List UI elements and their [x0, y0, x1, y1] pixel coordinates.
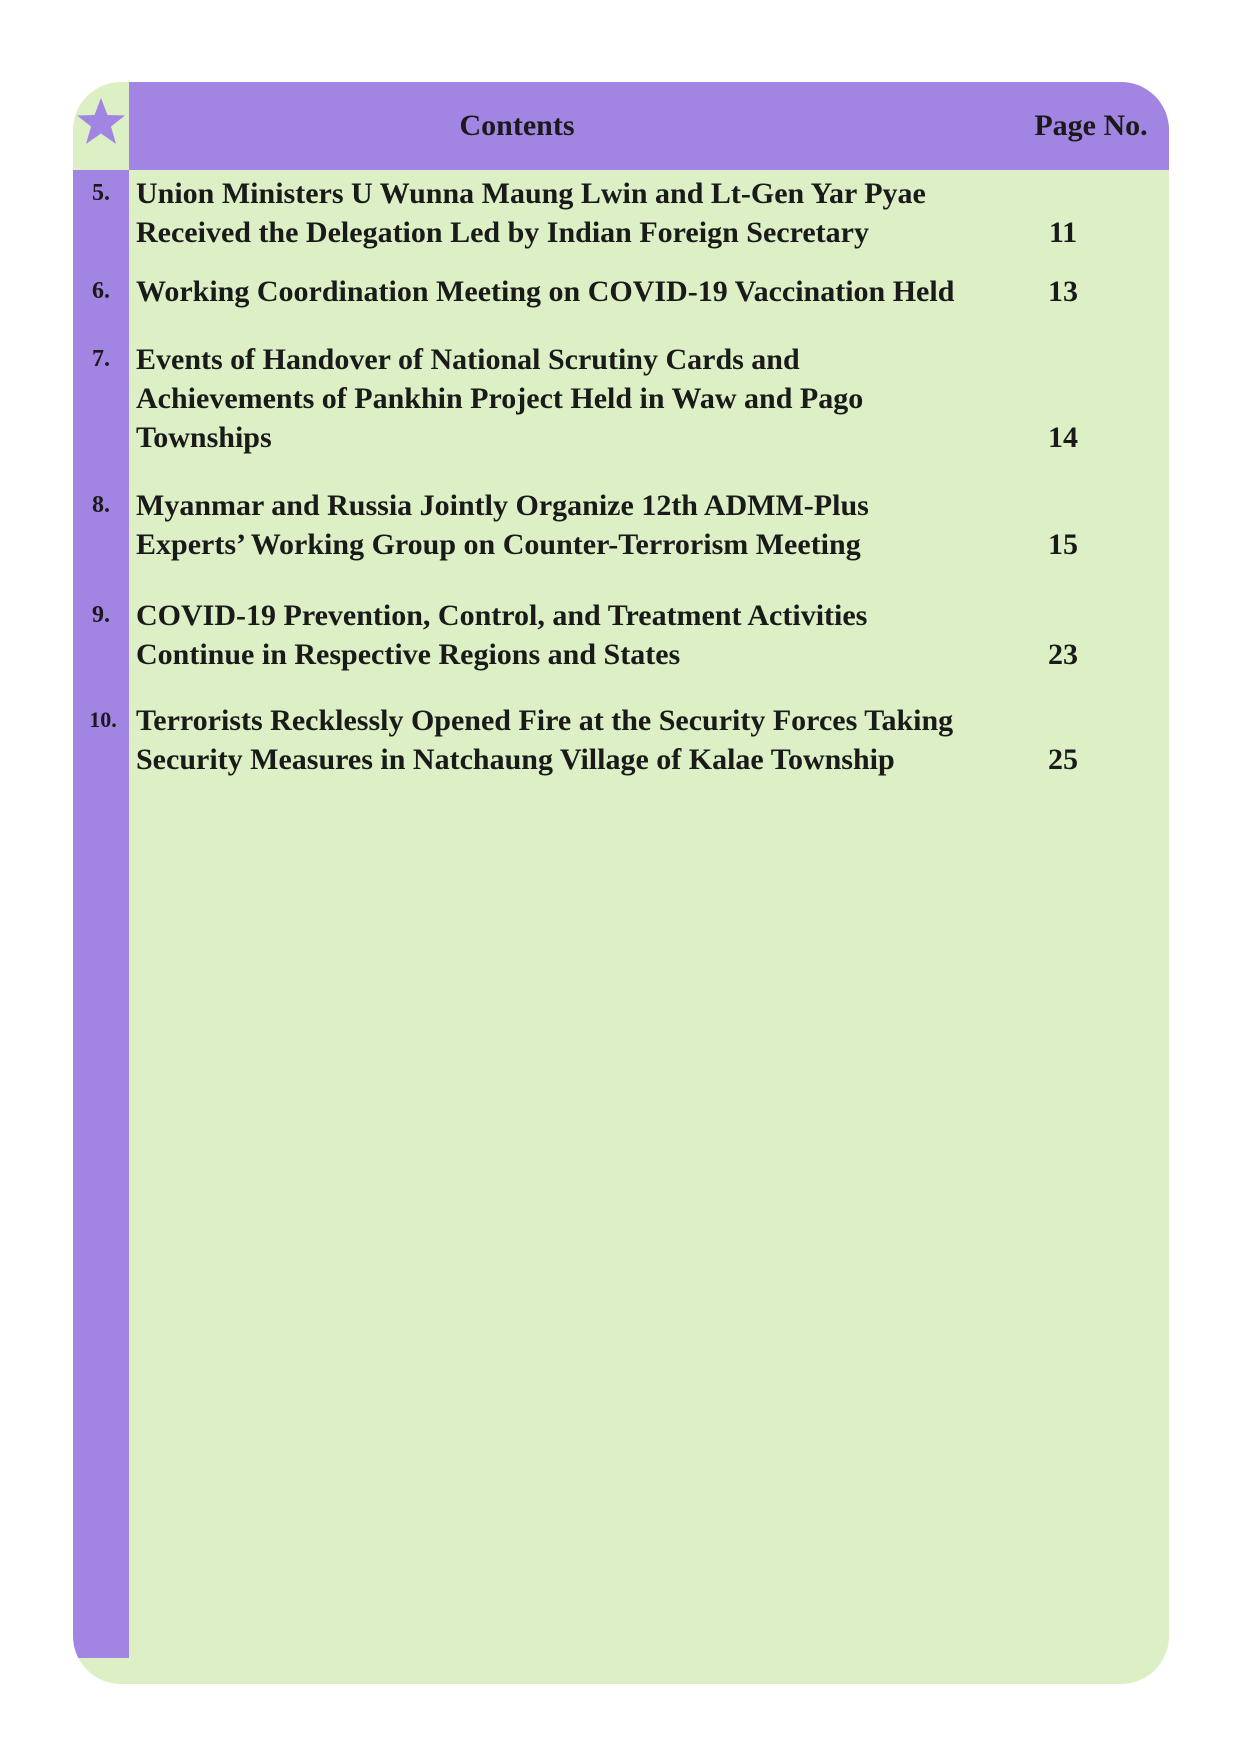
contents-heading: Contents: [459, 109, 575, 142]
entry-title-line: Experts’ Working Group on Counter-Terrorism Meeting: [136, 528, 861, 561]
entry-number: 6.: [92, 278, 110, 304]
entry-page-number: 15: [1048, 528, 1078, 561]
entry-number: 10.: [89, 707, 117, 732]
entry-number: 7.: [92, 346, 110, 372]
entry-number: 8.: [92, 492, 110, 518]
entry-title-line: Events of Handover of National Scrutiny Cards and: [136, 343, 800, 376]
entry-title: [136, 272, 996, 311]
page-number-heading: Page No.: [1034, 109, 1148, 142]
contents-panel: [73, 82, 1169, 1684]
entry-title-line: Myanmar and Russia Jointly Organize 12th ADMM-Plus: [136, 489, 869, 522]
entry-number: 9.: [92, 602, 110, 628]
entry-title-line: Continue in Respective Regions and States: [136, 638, 681, 671]
entry-title-line: Working Coordination Meeting on COVID-19 Vaccination Held: [136, 275, 955, 308]
entry-page-number: 23: [1048, 638, 1078, 671]
entry-title-line: Union Ministers U Wunna Maung Lwin and Lt-Gen Yar Pyae: [136, 177, 926, 210]
entry-title-line: Received the Delegation Led by Indian Foreign Secretary: [136, 216, 869, 249]
entry-number: 5.: [92, 180, 110, 206]
entry-page-number: 13: [1048, 275, 1078, 308]
entry-page-number: 11: [1048, 216, 1078, 249]
entry-title: [136, 701, 996, 779]
entry-title-line: Townships: [136, 421, 272, 454]
entry-title: [136, 340, 996, 457]
entry-title-line: Terrorists Recklessly Opened Fire at the Security Forces Taking: [136, 704, 954, 737]
entry-title-line: COVID-19 Prevention, Control, and Treatment Activities: [136, 599, 868, 632]
sidebar-strip: [73, 170, 129, 1658]
entry-title: [136, 174, 996, 252]
entry-page-number: 14: [1048, 421, 1078, 454]
entry-title-line: Achievements of Pankhin Project Held in Waw and Pago: [136, 382, 864, 415]
star-icon: [75, 96, 127, 148]
entry-title-line: Security Measures in Natchaung Village of Kalae Township: [136, 743, 895, 776]
entry-title: [136, 486, 996, 564]
entry-title: [136, 596, 996, 674]
entry-page-number: 25: [1048, 743, 1078, 776]
